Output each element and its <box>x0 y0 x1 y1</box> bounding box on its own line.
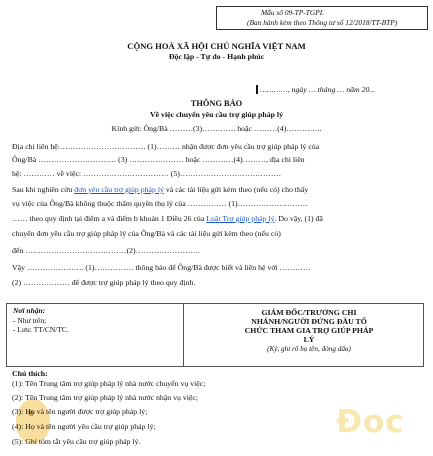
recipient-item: - Lưu: TT/CN/TC. <box>13 325 69 334</box>
signer-block <box>197 308 421 354</box>
body-line-9: Vậy …………………. (1)…………… thông báo để Ông/Bà được biết và liên hệ với ………… <box>12 263 311 272</box>
body-line-2: Ông/Bà ………………………… (3) ………………… hoặc …………(4)………, địa chỉ liên <box>12 155 305 164</box>
document-subject: Về việc chuyển yêu cầu trợ giúp pháp lý <box>150 110 283 119</box>
note-item: (2): Tên Trung tâm trợ giúp pháp lý nhà nước nhận vụ việc; <box>12 393 198 402</box>
body-line-6 <box>12 214 323 224</box>
form-number: Mẫu số 09-TP-TGPL <box>261 8 324 17</box>
cursor-mark <box>256 85 258 94</box>
date-line: …………, ngày … tháng … năm 20... <box>260 85 376 94</box>
note-item: (1): Tên Trung tâm trợ giúp pháp lý nhà nước chuyển vụ việc; <box>12 379 206 388</box>
body-line-3: hệ: ………… về việc: …………………………… (5)………………………………… <box>12 169 282 178</box>
signer-title-line: NHÁNH/NGƯỜI ĐỨNG ĐẦU TỔ <box>251 317 367 326</box>
body-line-4 <box>12 185 308 195</box>
recipients-block <box>13 306 69 335</box>
body-line-4-pre: Sau khi nghiên cứu <box>12 185 75 194</box>
note-item: (3): Họ và tên người được trợ giúp pháp lý; <box>12 407 148 416</box>
motto: Độc lập - Tự do - Hạnh phúc <box>168 52 265 61</box>
signer-title-line: GIÁM ĐỐC/TRƯỞNG CHI <box>261 308 357 317</box>
form-issuance-note: (Ban hành kèm theo Thông tư số 12/2018/TT-BTP) <box>247 18 398 27</box>
note-item: (4): Họ và tên người yêu cầu trợ giúp pháp lý; <box>12 422 156 431</box>
body-line-6-pre: …… theo quy định tại điểm a và điểm b khoản 1 Điều 26 của <box>12 214 207 223</box>
body-line-6-post: . Do vậy, (1) đã <box>274 214 323 223</box>
signature-divider <box>183 304 184 366</box>
legal-aid-law-link[interactable]: Luật Trợ giúp pháp lý <box>206 214 275 223</box>
signer-title-line: CHỨC THAM GIA TRỢ GIÚP PHÁP <box>244 326 374 335</box>
signer-title-line: LÝ <box>303 335 315 344</box>
note-item: (5): Ghi tóm tắt yêu cầu trợ giúp pháp lý. <box>12 437 141 446</box>
brand-watermark-logo: Đoc <box>336 404 405 440</box>
body-line-4-post: và các tài liệu gửi kèm theo (nếu có) cho thấy <box>163 185 309 194</box>
body-line-1: Địa chỉ liên hệ:…………………………… (1)……… nhận được đơn yêu cầu trợ giúp pháp lý của <box>12 142 320 151</box>
nation-heading: CỘNG HOÀ XÃ HỘI CHỦ NGHĨA VIỆT NAM <box>127 41 306 51</box>
signature-table <box>6 303 424 367</box>
form-code-box <box>216 6 428 30</box>
notes-heading: Chú thích: <box>12 369 48 378</box>
legal-aid-request-link[interactable]: đơn yêu cầu trợ giúp pháp lý <box>74 185 164 194</box>
body-line-10: (2) ……………… để được trợ giúp pháp lý theo quy định. <box>12 278 196 287</box>
body-line-5: vụ việc của Ông/Bà không thuộc thẩm quyền thụ lý của …………… (1)……………………… <box>12 199 308 208</box>
body-line-7: chuyển đơn yêu cầu trợ giúp pháp lý của Ông/Bà và các tài liệu gửi kèm theo (nếu có) <box>12 229 281 238</box>
sign-instruction: (Ký, ghi rõ họ tên, đóng dấu) <box>267 345 351 353</box>
recipient-line: Kính gửi: Ông/Bà ………(3)…………. hoặc ………(4)………….. <box>111 124 322 133</box>
body-line-8: đến …………………………………(2)……………………. <box>12 246 200 255</box>
recipient-item: - Như trên; <box>13 315 47 325</box>
recipients-label: Nơi nhận: <box>13 306 46 315</box>
document-title: THÔNG BÁO <box>190 99 243 108</box>
